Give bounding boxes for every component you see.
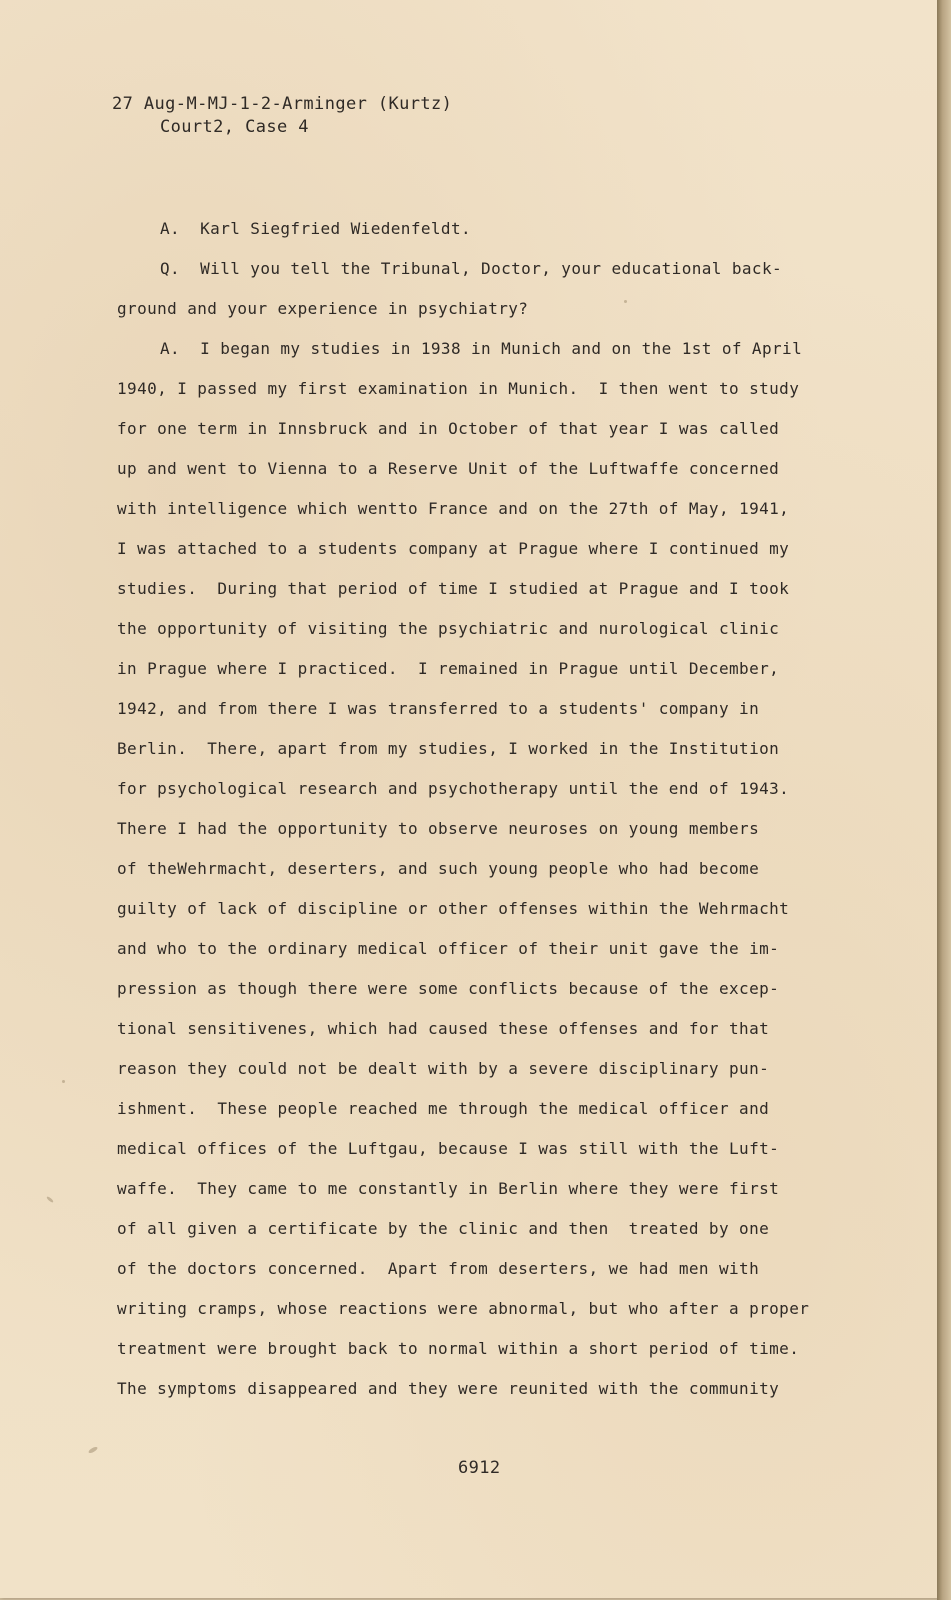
question-line: Q. Will you tell the Tribunal, Doctor, your educational back- — [160, 259, 783, 278]
text-line: ground and your experience in psychiatry? — [117, 299, 529, 318]
text-line: pression as though there were some conflicts because of the excep- — [117, 979, 780, 998]
text-line: with intelligence which wentto France and on the 27th of May, 1941, — [117, 499, 790, 518]
text-line: studies. During that period of time I studied at Prague and I took — [117, 579, 790, 598]
text-line: tional sensitivenes, which had caused these offenses and for that — [117, 1019, 770, 1038]
header-court-case-line: Court2, Case 4 — [160, 117, 309, 137]
text-line: There I had the opportunity to observe neuroses on young members — [117, 819, 760, 838]
text-line: in Prague where I practiced. I remained in Prague until December, — [117, 659, 780, 678]
paper-blemish — [624, 300, 627, 303]
text-line: treatment were brought back to normal within a short period of time. — [117, 1339, 800, 1358]
answer-name-line: A. Karl Siegfried Wiedenfeldt. — [160, 219, 472, 238]
text-line: ishment. These people reached me through the medical officer and — [117, 1099, 770, 1118]
text-line: waffe. They came to me constantly in Berlin where they were first — [117, 1179, 780, 1198]
text-line: writing cramps, whose reactions were abnormal, but who after a proper — [117, 1299, 810, 1318]
paper-blemish — [88, 1446, 99, 1454]
text-line: up and went to Vienna to a Reserve Unit of the Luftwaffe concerned — [117, 459, 780, 478]
paper-blemish — [46, 1196, 54, 1203]
text-line: of the doctors concerned. Apart from deserters, we had men with — [117, 1259, 760, 1278]
text-line: of all given a certificate by the clinic and then treated by one — [117, 1219, 770, 1238]
paper-blemish — [62, 1080, 65, 1083]
text-line: 1942, and from there I was transferred to a students' company in — [117, 699, 760, 718]
text-line: of theWehrmacht, deserters, and such young people who had become — [117, 859, 760, 878]
text-line: I was attached to a students company at Prague where I continued my — [117, 539, 790, 558]
text-line: Berlin. There, apart from my studies, I worked in the Institution — [117, 739, 780, 758]
text-line: for one term in Innsbruck and in October of that year I was called — [117, 419, 780, 438]
text-line: the opportunity of visiting the psychiatric and nurological clinic — [117, 619, 780, 638]
text-line: guilty of lack of discipline or other offenses within the Wehrmacht — [117, 899, 790, 918]
text-line: for psychological research and psychotherapy until the end of 1943. — [117, 779, 790, 798]
answer-line: A. I began my studies in 1938 in Munich and on the 1st of April — [160, 339, 803, 358]
page-number: 6912 — [458, 1458, 501, 1478]
header-docket-line: 27 Aug-M-MJ-1-2-Arminger (Kurtz) — [112, 94, 453, 114]
text-line: and who to the ordinary medical officer of their unit gave the im- — [117, 939, 780, 958]
text-line: The symptoms disappeared and they were reunited with the community — [117, 1379, 780, 1398]
text-line: 1940, I passed my first examination in Munich. I then went to study — [117, 379, 800, 398]
text-line: medical offices of the Luftgau, because I was still with the Luft- — [117, 1139, 780, 1158]
text-line: reason they could not be dealt with by a severe disciplinary pun- — [117, 1059, 770, 1078]
page-edge-shadow — [937, 0, 951, 1600]
